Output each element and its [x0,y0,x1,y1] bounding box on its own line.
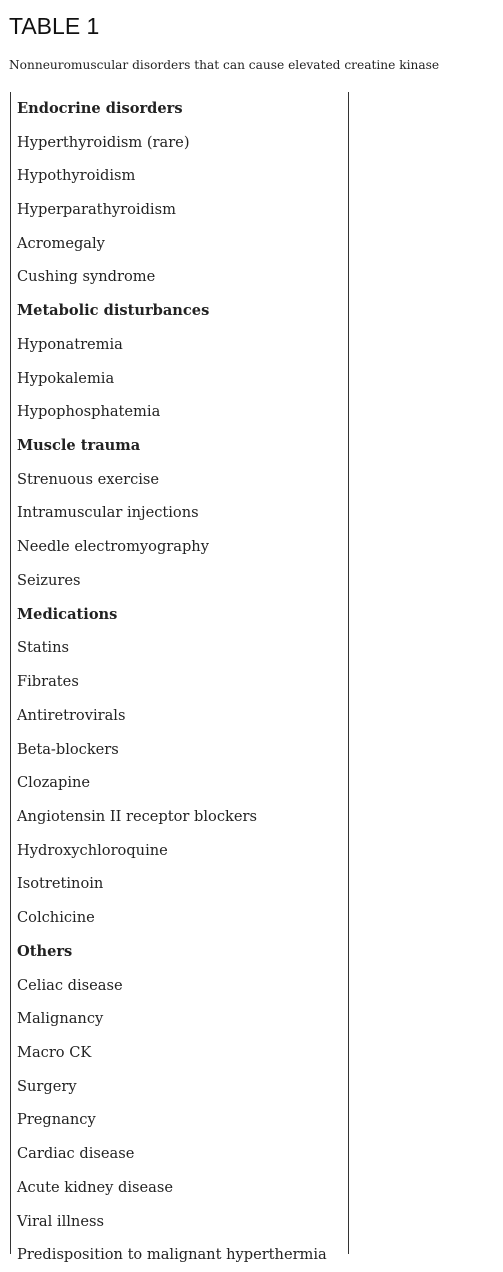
table-label: TABLE 1 [9,13,100,39]
table-rows [11,92,348,1272]
table-row: Predisposition to malignant hyperthermia [17,1246,327,1264]
table-row: Statins [17,639,69,657]
table-row: Viral illness [17,1212,104,1230]
table-row: Fibrates [17,673,79,691]
table-row: Hypophosphatemia [17,403,161,421]
category-heading: Metabolic disturbances [17,302,210,320]
category-heading: Medications [17,605,118,623]
table-row: Beta-blockers [17,740,119,758]
table-row: Cardiac disease [17,1145,135,1163]
table-row: Hypothyroidism [17,167,136,185]
category-heading: Others [17,942,73,960]
table-row: Hydroxychloroquine [17,841,168,859]
table-row: Hyponatremia [17,335,123,353]
table-row: Malignancy [17,1010,104,1028]
table-row: Hyperparathyroidism [17,201,176,219]
table-row: Celiac disease [17,976,123,994]
table-row: Strenuous exercise [17,470,160,488]
table-row: Pregnancy [17,1111,96,1129]
table-row: Seizures [17,571,81,589]
table-row: Acute kidney disease [17,1178,173,1196]
category-heading: Muscle trauma [17,437,141,455]
table-row: Angiotensin II receptor blockers [17,807,257,825]
table-row: Clozapine [17,774,91,792]
table-row: Hypokalemia [17,369,115,387]
table-row: Intramuscular injections [17,504,199,522]
table-row: Surgery [17,1077,77,1095]
table-row: Cushing syndrome [17,268,156,286]
table-row: Needle electromyography [17,538,209,556]
table-row: Colchicine [17,909,95,927]
table-row: Isotretinoin [17,875,104,893]
table-caption: Nonneuromuscular disorders that can cause elevated creatine kinase [9,58,440,72]
table-row: Antiretrovirals [17,706,126,724]
category-heading: Endocrine disorders [17,99,183,117]
table-row: Acromegaly [17,234,105,252]
table-row: Macro CK [17,1043,92,1061]
disorders-table [10,92,349,1264]
table-row: Hyperthyroidism (rare) [17,133,190,151]
